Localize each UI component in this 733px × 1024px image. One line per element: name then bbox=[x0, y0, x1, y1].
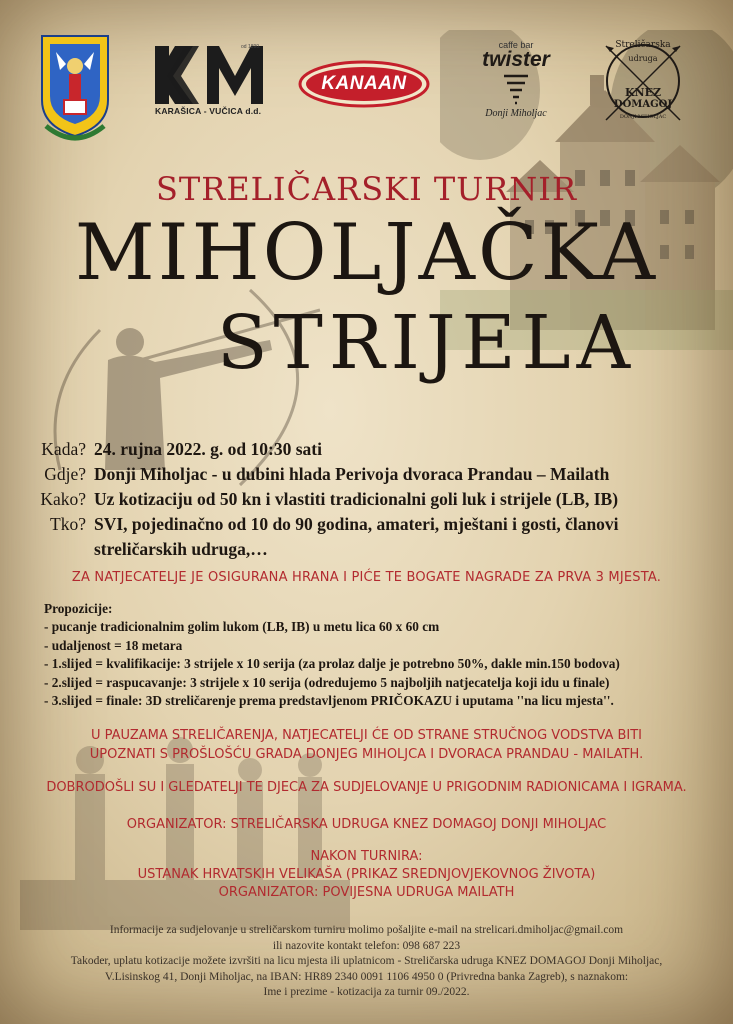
rule-item: - 2.slijed = raspucavanje: 3 strijele x 10 serija (odredujemo 5 najboljih natjecatelja koji idu u finale) bbox=[44, 674, 610, 690]
rule-item: - 1.slijed = kvalifikacije: 3 strijele x 10 serija (za prolaz dalje je potrebno 50%, dakle min.150 bodova) bbox=[44, 656, 620, 672]
after-tournament-line1: NAKON TURNIRA: bbox=[310, 849, 423, 864]
footer-line4: V.Lisinskog 41, Donji Miholjac, na IBAN: HR89 2340 0091 1106 4950 0 (Privredna banka Zagreb), s naznakom: bbox=[104, 970, 629, 983]
info-label-when: Kada? bbox=[41, 439, 86, 459]
footer-line1: Informacije za sudjelovanje u streličarskom turniru molimo pošaljite e-mail na strelicari.dmiholjac@gmail.com bbox=[109, 924, 624, 936]
km-year-label: od 1890. bbox=[241, 44, 261, 50]
after-tournament-line3: ORGANIZATOR: POVIJESNA UDRUGA MAILATH bbox=[218, 885, 515, 900]
info-value-how: Uz kotizaciju od 50 kn i vlastiti tradicionalni goli luk i strijele (LB, IB) bbox=[94, 489, 619, 509]
info-label-how: Kako? bbox=[40, 489, 86, 509]
prizes-notice: ZA NATJECATELJE JE OSIGURANA HRANA I PIĆE TE BOGATE NAGRADE ZA PRVA 3 MJESTA. bbox=[71, 570, 662, 585]
welcome-notice: DOBRODOŠLI SU I GLEDATELJI TE DJECA ZA SUDJELOVANJE U PRIGODNIM RADIONICAMA I IGRAMA. bbox=[46, 780, 687, 795]
club-name-line2: udruga bbox=[628, 54, 658, 63]
after-tournament-line2: USTANAK HRVATSKIH VELIKAŠA (PRIKAZ SREDNJOVJEKOVNOG ŽIVOTA) bbox=[137, 867, 596, 882]
archery-club-logo bbox=[600, 36, 686, 126]
info-row-where bbox=[0, 462, 733, 487]
info-row-when bbox=[0, 437, 733, 462]
event-info bbox=[0, 437, 733, 562]
info-label-who: Tko? bbox=[50, 514, 86, 534]
info-value-who: SVI, pojedinačno od 10 do 90 godina, amateri, mještani i gosti, članovi streličarskih udruga,… bbox=[94, 514, 619, 559]
twister-location: Donji Miholjac bbox=[485, 108, 547, 119]
tornado-icon bbox=[502, 72, 530, 108]
break-notice-line1: U PAUZAMA STRELIČARENJA, NATJECATELJI ĆE OD STRANE STRUČNOG VODSTVA BITI bbox=[90, 728, 642, 743]
km-monogram-icon bbox=[155, 46, 263, 104]
twister-name: twister bbox=[482, 48, 550, 71]
info-value-where: Donji Miholjac - u dubini hlada Perivoja dvoraca Prandau – Mailath bbox=[94, 464, 610, 484]
rules-heading: Propozicije: bbox=[44, 601, 113, 616]
rule-item: - udaljenost = 18 metara bbox=[44, 637, 183, 653]
break-notice bbox=[0, 726, 733, 764]
info-row-who bbox=[0, 512, 733, 562]
club-name-line5: DONJI MIHOLJAC bbox=[619, 114, 667, 120]
municipal-crest-logo bbox=[36, 30, 114, 142]
footer-line3: Takoder, uplatu kotizacije možete izvršiti na licu mjesta ili uplatnicom - Streličarska udruga KNEZ DOMAGOJ Donji Miholjac, bbox=[70, 955, 663, 967]
club-name-line1: Streličarska bbox=[615, 40, 671, 50]
club-name-line3: KNEZ bbox=[624, 86, 662, 99]
kanaan-label: KANAAN bbox=[321, 73, 407, 94]
rule-item: - pucanje tradicionalnim golim lukom (LB, IB) u metu lica 60 x 60 cm bbox=[44, 619, 440, 635]
karasica-vucica-logo bbox=[155, 46, 263, 126]
info-value-when: 24. rujna 2022. g. od 10:30 sati bbox=[94, 439, 322, 459]
km-caption: KARAŠICA - VUČICA d.d. bbox=[155, 106, 262, 116]
after-tournament-notice bbox=[0, 848, 733, 902]
rules-section bbox=[44, 600, 694, 710]
info-row-how bbox=[0, 487, 733, 512]
twister-logo bbox=[458, 40, 574, 124]
event-subtitle: STRELIČARSKI TURNIR bbox=[155, 170, 578, 208]
event-title-line1: MIHOLJAČKA bbox=[74, 208, 659, 298]
break-notice-line2: UPOZNATI S PROŠLOŠĆU GRADA DONJEG MIHOLJCA I DVORACA PRANDAU - MAILATH. bbox=[89, 747, 644, 762]
coat-of-arms-icon bbox=[36, 30, 114, 142]
club-name-line4: DOMAGOJ bbox=[613, 99, 673, 110]
kanaan-logo bbox=[298, 60, 430, 108]
organizer-notice: ORGANIZATOR: STRELIČARSKA UDRUGA KNEZ DOMAGOJ DONJI MIHOLJAC bbox=[126, 817, 607, 832]
event-title-line2: STRIJELA bbox=[216, 300, 637, 386]
footer-line5: Ime i prezime - kotizacija za turnir 09./2022. bbox=[263, 986, 470, 998]
info-label-where: Gdje? bbox=[44, 464, 86, 484]
contact-footer bbox=[0, 923, 733, 1001]
footer-line2: ili nazovite kontakt telefon: 098 687 223 bbox=[272, 939, 461, 952]
rule-item: - 3.slijed = finale: 3D streličarenje prema predstavljenom PRIČOKAZU i uputama ''na licu mjesta''. bbox=[44, 693, 614, 709]
twister-caffe-bar-label: caffe bar bbox=[498, 40, 534, 50]
